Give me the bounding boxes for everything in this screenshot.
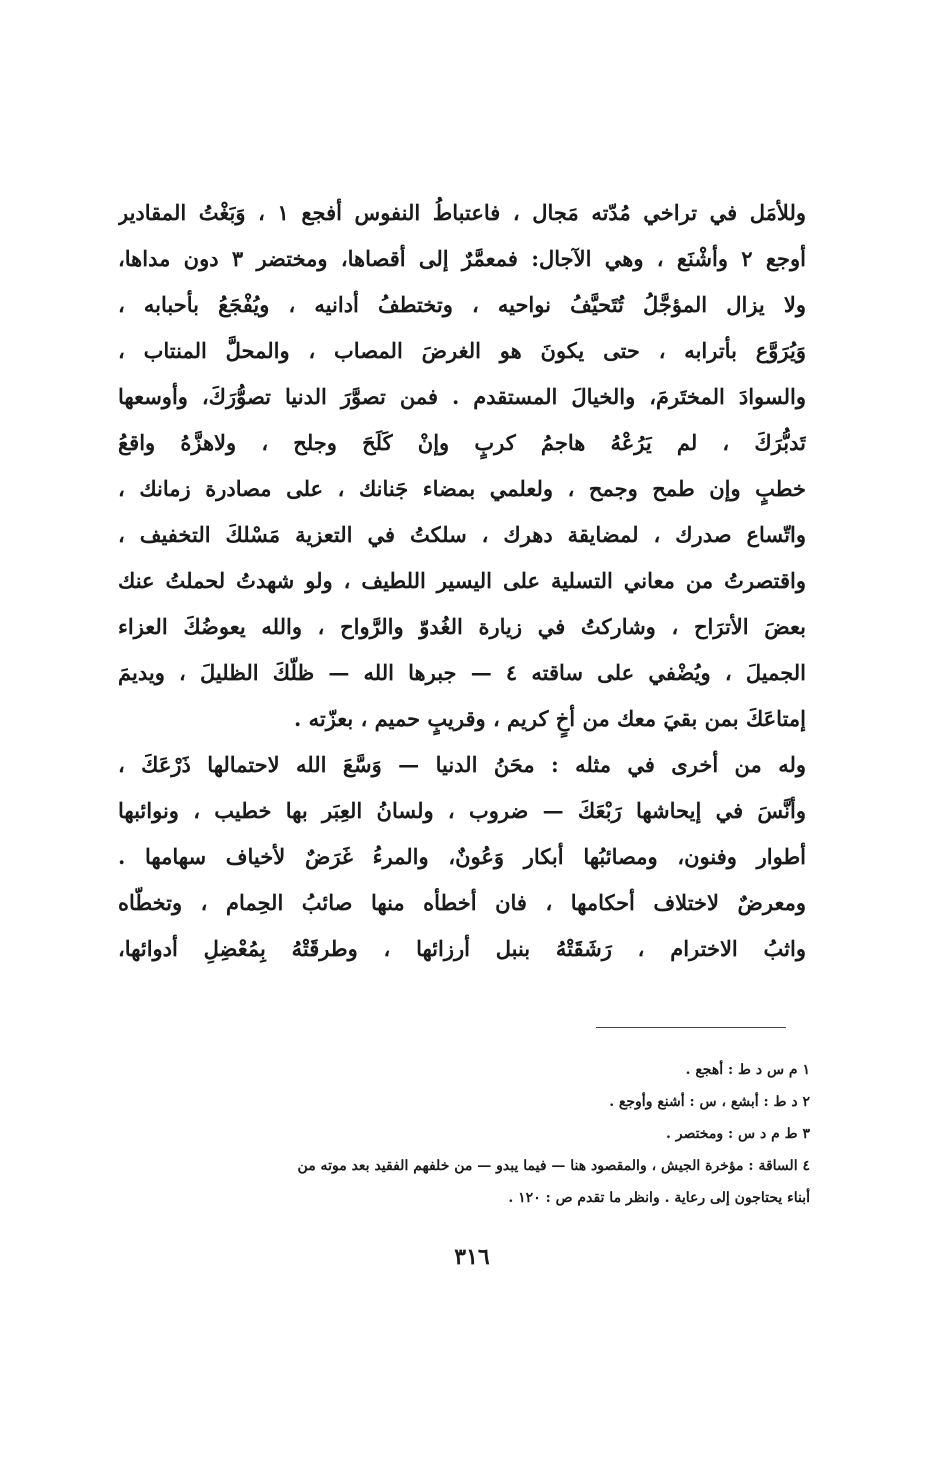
text-line: واقتصرتُ من معاني التسلية على اليسير اللطيف ، ولو شهدتُ لحملتُ عنك bbox=[118, 568, 806, 593]
text-line: والسوادَ المختَرمَ، والخيالَ المستقدم . فمن تصوَّرَ الدنيا تصوُّرَكَ، وأوسعها bbox=[118, 384, 806, 409]
footnote-4-continued: أبناء يحتاجون إلى رعاية . وانظر ما تقدم ص : ١٢٠ . bbox=[508, 1190, 810, 1206]
footnote-1: ١ م س د ط : أهجع . bbox=[685, 1062, 810, 1078]
text-line: وله من أخرى في مثله : محَنُ الدنيا — وَسَّعَ الله لاحتمالها ذَرْعَكَ ، bbox=[118, 752, 806, 777]
page-number: ٣١٦ bbox=[454, 1244, 490, 1270]
text-line: ولا يزال المؤجَّلُ تُتَحيَّفُ نواحيه ، وتختطفُ أدانيه ، ويُفْجَعُ بأحبابه ، bbox=[118, 292, 806, 317]
text-line: وَيُرَوَّع بأترابه ، حتى يكونَ هو الغرضَ المصاب ، والمحلَّ المنتاب ، bbox=[118, 338, 806, 363]
text-line: أطوار وفنون، ومصائبُها أبكار وَعُونٌ، والمرءُ غَرَضٌ لأخياف سهامها . bbox=[118, 844, 806, 869]
footnote-separator bbox=[596, 1027, 786, 1028]
text-line: وأنَّسَ في إيحاشها رَبْعَكَ — ضروب ، ولسانُ العِبَر بها خطيب ، ونوائبها bbox=[118, 798, 806, 823]
text-line: إمتاعَكَ بمن بقيَ معك من أخٍ كريم ، وقريبٍ حميم ، بعزّته . bbox=[293, 706, 806, 731]
paragraph-1 bbox=[118, 190, 806, 742]
footnotes bbox=[110, 1054, 810, 1214]
paragraph-2 bbox=[118, 742, 806, 972]
text-line: خطبٍ وإن طمح وجمح ، ولعلمي بمضاء جَنانك ، على مصادرة زمانك ، bbox=[118, 476, 806, 501]
text-line: واتّساع صدرك ، لمضايقة دهرك ، سلكتُ في التعزية مَسْلكَ التخفيف ، bbox=[118, 522, 806, 547]
footnote-4: ٤ الساقة : مؤخرة الجيش ، والمقصود هنا — فيما يبدو — من خلفهم الفقيد بعد موته من bbox=[297, 1158, 810, 1174]
text-line: الجميلَ ، ويُضْفي على ساقته ٤ — جبرها الله — ظلّكَ الظليلَ ، ويديمَ bbox=[118, 660, 806, 685]
text-line: أوجع ٢ وأشْنَع ، وهي الآجال: فمعمَّرٌ إلى أقصاها، ومختضر ٣ دون مداها، bbox=[118, 246, 806, 271]
text-line: وللأمَل في تراخي مُدّته مَجال ، فاعتباطُ النفوس أفجع ١ ، وَبَغْتُ المقادير bbox=[118, 200, 806, 225]
footnote-3: ٣ ط م د س : ومختصر . bbox=[665, 1126, 810, 1142]
text-line: تَدبُّرَكَ ، لم يَرُعْهُ هاجمُ كربٍ وإنْ كَلَحَ وجلح ، ولاهزَّهُ واقعُ bbox=[118, 430, 806, 455]
text-line: ومعرضٌ لاختلاف أحكامها ، فان أخطأه منها صائبُ الحِمام ، وتخطّاه bbox=[118, 890, 806, 915]
footnote-2: ٢ د ط : أبشع ، س : أشنع وأوجع . bbox=[609, 1094, 810, 1110]
text-line: واثبُ الاخترام ، رَشَقَتْهُ بنبل أرزائها ، وطرقَتْهُ بِمُعْضِلِ أدوائها، bbox=[118, 936, 806, 961]
text-line: بعضَ الأترَاح ، وشاركتُ في زيارة الغُدوّ والرَّواح ، والله يعوضُكَ العزاء bbox=[118, 614, 806, 639]
